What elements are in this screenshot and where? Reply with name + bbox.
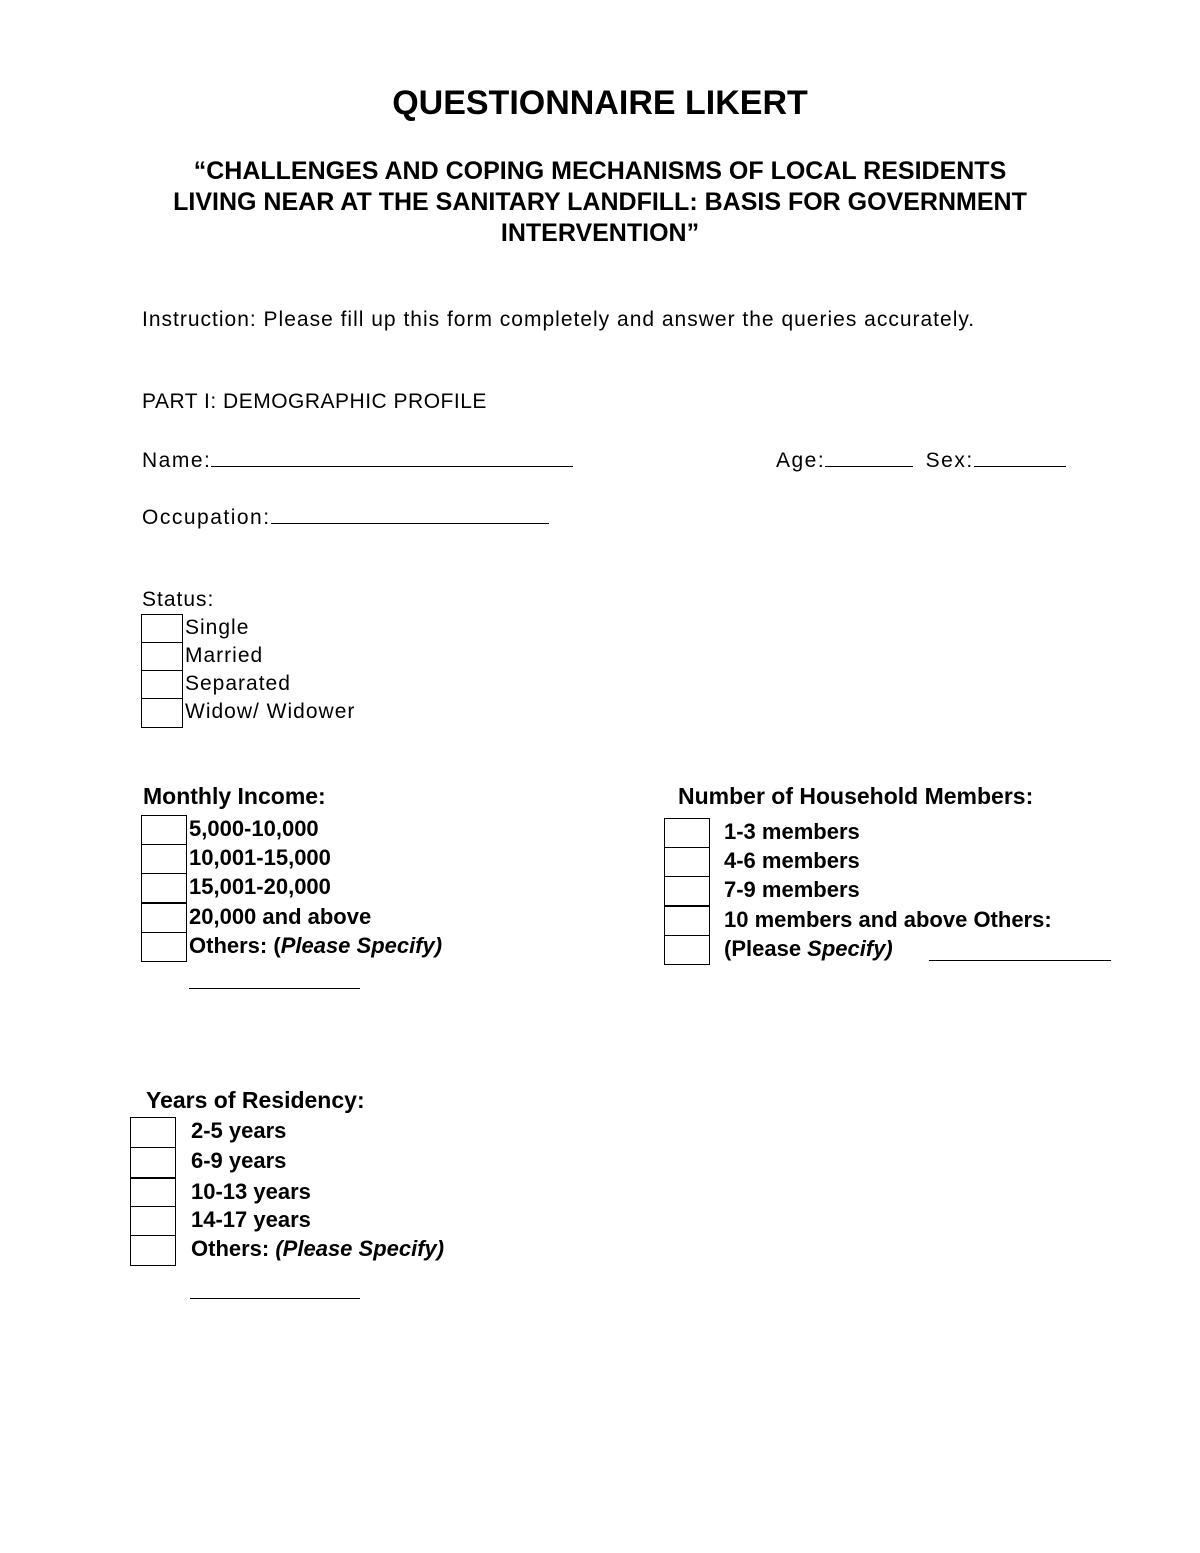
- others-prefix: Others:: [191, 1236, 276, 1261]
- checkbox[interactable]: [130, 1206, 176, 1237]
- checkbox[interactable]: [664, 818, 710, 848]
- occupation-label: Occupation:: [142, 506, 271, 529]
- checkbox[interactable]: [141, 614, 183, 644]
- option-label: 15,001-20,000: [189, 874, 331, 899]
- status-title: Status:: [142, 588, 215, 611]
- sex-label: Sex:: [925, 449, 974, 472]
- study-title-line-2: LIVING NEAR AT THE SANITARY LANDFILL: BASIS FOR GOVERNMENT: [173, 188, 1027, 216]
- option-label: 10,001-15,000: [189, 845, 331, 870]
- checkbox[interactable]: [130, 1178, 176, 1209]
- name-blank[interactable]: [211, 446, 573, 467]
- option-label: 1-3 members: [724, 819, 860, 844]
- checkbox[interactable]: [141, 844, 187, 874]
- study-title-line-3: INTERVENTION”: [500, 219, 700, 247]
- part-heading: PART I: DEMOGRAPHIC PROFILE: [142, 390, 487, 413]
- checkbox[interactable]: [130, 1147, 176, 1178]
- option-label: Single: [185, 616, 250, 639]
- option-label: 20,000 and above: [189, 904, 372, 929]
- option-label: 10-13 years: [191, 1179, 311, 1204]
- household-title: Number of Household Members:: [678, 783, 1034, 809]
- study-title: [140, 156, 1060, 249]
- option-label: [189, 933, 442, 959]
- please-specify: Please Specify): [280, 933, 443, 958]
- option-label: 6-9 years: [191, 1148, 287, 1173]
- sex-blank[interactable]: [974, 446, 1066, 467]
- checkbox[interactable]: [141, 642, 183, 672]
- name-label: Name:: [142, 449, 212, 472]
- household-specify-blank[interactable]: [929, 960, 1111, 961]
- checkbox[interactable]: [141, 670, 183, 700]
- option-label: [724, 936, 893, 962]
- income-specify-blank[interactable]: [189, 988, 360, 989]
- checkbox[interactable]: [664, 876, 710, 906]
- please-specify: Specify): [807, 936, 893, 961]
- checkbox[interactable]: [141, 903, 187, 933]
- option-label: 4-6 members: [724, 848, 860, 873]
- option-label: 2-5 years: [191, 1118, 287, 1143]
- name-field[interactable]: [142, 446, 573, 473]
- checkbox[interactable]: [141, 932, 187, 962]
- option-label: 5,000-10,000: [189, 816, 319, 841]
- age-sex-fields: [776, 446, 1066, 473]
- income-title: Monthly Income:: [143, 783, 326, 809]
- page-title: QUESTIONNAIRE LIKERT: [392, 84, 808, 122]
- checkbox[interactable]: [141, 873, 187, 903]
- option-label: Separated: [185, 672, 291, 695]
- others-prefix: Others: (: [189, 933, 281, 958]
- option-label: 10 members and above Others:: [724, 907, 1052, 932]
- residency-title: Years of Residency:: [146, 1087, 365, 1113]
- others-prefix: (Please: [724, 936, 808, 961]
- instruction-text: Instruction: Please fill up this form completely and answer the queries accurately.: [142, 308, 976, 331]
- option-label: Married: [185, 644, 264, 667]
- checkbox[interactable]: [664, 906, 710, 936]
- please-specify: (Please Specify): [275, 1236, 445, 1261]
- occupation-field[interactable]: [142, 503, 549, 530]
- checkbox[interactable]: [141, 815, 187, 845]
- residency-specify-blank[interactable]: [190, 1298, 360, 1299]
- checkbox[interactable]: [130, 1117, 176, 1148]
- checkbox[interactable]: [141, 698, 183, 728]
- option-label: [191, 1236, 444, 1262]
- option-label: 14-17 years: [191, 1207, 311, 1232]
- checkbox[interactable]: [130, 1235, 176, 1266]
- occupation-blank[interactable]: [271, 503, 549, 524]
- study-title-line-1: “CHALLENGES AND COPING MECHANISMS OF LOCAL RESIDENTS: [193, 157, 1007, 185]
- age-label: Age:: [776, 449, 826, 472]
- age-blank[interactable]: [825, 446, 913, 467]
- checkbox[interactable]: [664, 847, 710, 877]
- option-label: 7-9 members: [724, 877, 860, 902]
- option-label: Widow/ Widower: [185, 700, 356, 723]
- checkbox[interactable]: [664, 935, 710, 965]
